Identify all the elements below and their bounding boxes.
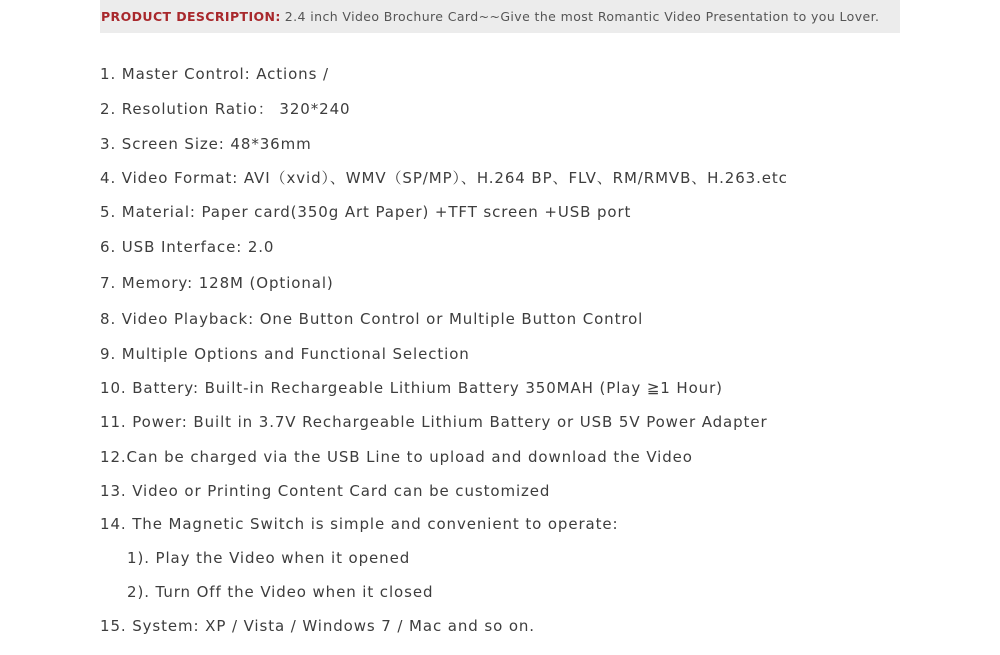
product-description-text: 2.4 inch Video Brochure Card~~Give the most Romantic Video Presentation to you Lover. (284, 9, 880, 24)
spec-item-system: 15. System: XP / Vista / Windows 7 / Mac and so on. (100, 617, 535, 635)
spec-item-memory: 7. Memory: 128M (Optional) (100, 274, 334, 292)
spec-item-magnetic-switch: 14. The Magnetic Switch is simple and convenient to operate: (100, 515, 619, 533)
spec-item-material: 5. Material: Paper card(350g Art Paper) +TFT screen +USB port (100, 203, 632, 221)
spec-item-battery: 10. Battery: Built-in Rechargeable Lithium Battery 350MAH (Play ≧1 Hour) (100, 379, 723, 397)
spec-item-customization: 13. Video or Printing Content Card can be customized (100, 482, 551, 500)
product-description-header (100, 0, 900, 33)
spec-subitem-turn-off-video: 2). Turn Off the Video when it closed (127, 583, 434, 601)
spec-item-resolution: 2. Resolution Ratio： 320*240 (100, 100, 351, 118)
spec-item-video-format: 4. Video Format: AVI（xvid）、WMV（SP/MP）、H.264 BP、FLV、RM/RMVB、H.263.etc (100, 169, 788, 187)
spec-item-video-playback: 8. Video Playback: One Button Control or Multiple Button Control (100, 310, 644, 328)
spec-item-options: 9. Multiple Options and Functional Selection (100, 345, 470, 363)
product-description-label: PRODUCT DESCRIPTION: (101, 9, 281, 24)
spec-item-charging: 12.Can be charged via the USB Line to upload and download the Video (100, 448, 693, 466)
spec-item-power: 11. Power: Built in 3.7V Rechargeable Lithium Battery or USB 5V Power Adapter (100, 413, 768, 431)
spec-item-master-control: 1. Master Control: Actions / (100, 65, 329, 83)
spec-subitem-play-video: 1). Play the Video when it opened (127, 549, 411, 567)
spec-item-screen-size: 3. Screen Size: 48*36mm (100, 135, 312, 153)
spec-item-usb-interface: 6. USB Interface: 2.0 (100, 238, 275, 256)
